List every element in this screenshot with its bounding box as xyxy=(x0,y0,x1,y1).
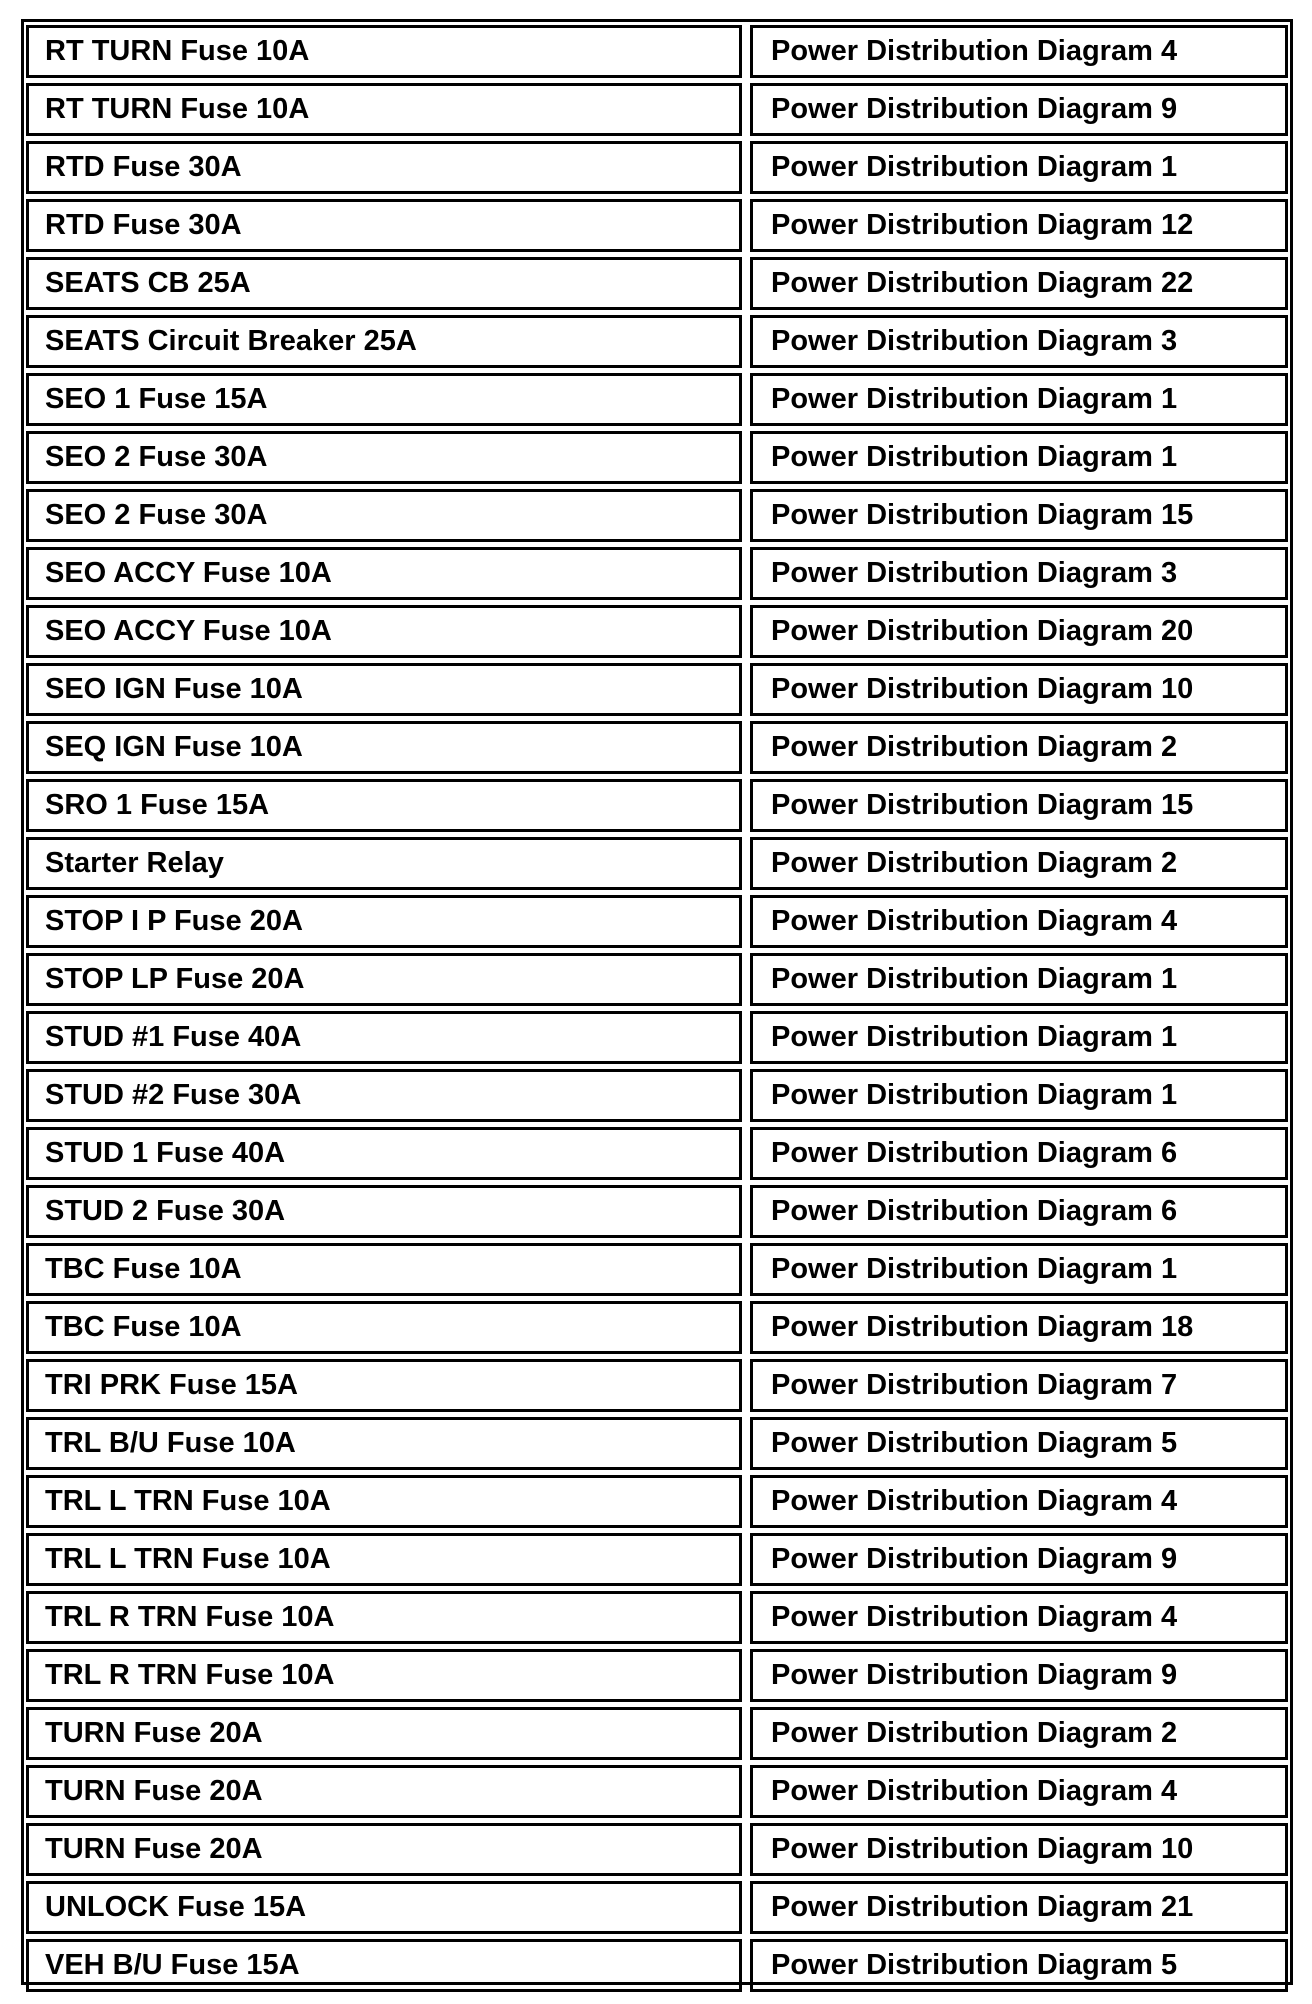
diagram-reference-cell: Power Distribution Diagram 2 xyxy=(750,1707,1288,1760)
table-row xyxy=(26,199,1288,257)
diagram-reference-cell: Power Distribution Diagram 4 xyxy=(750,1591,1288,1644)
diagram-reference-cell: Power Distribution Diagram 4 xyxy=(750,1475,1288,1528)
diagram-reference-cell: Power Distribution Diagram 15 xyxy=(750,779,1288,832)
table-row xyxy=(26,1301,1288,1359)
table-row xyxy=(26,1127,1288,1185)
table-row xyxy=(26,1939,1288,1997)
diagram-reference-cell: Power Distribution Diagram 2 xyxy=(750,721,1288,774)
table-row xyxy=(26,953,1288,1011)
table-row xyxy=(26,373,1288,431)
table-row xyxy=(26,663,1288,721)
table-row xyxy=(26,547,1288,605)
diagram-reference-cell: Power Distribution Diagram 5 xyxy=(750,1417,1288,1470)
diagram-reference-cell: Power Distribution Diagram 1 xyxy=(750,141,1288,194)
fuse-name-cell: TRL L TRN Fuse 10A xyxy=(26,1475,742,1528)
fuse-name-cell: STUD #1 Fuse 40A xyxy=(26,1011,742,1064)
diagram-reference-cell: Power Distribution Diagram 18 xyxy=(750,1301,1288,1354)
diagram-reference-cell: Power Distribution Diagram 1 xyxy=(750,953,1288,1006)
fuse-name-cell: TRL B/U Fuse 10A xyxy=(26,1417,742,1470)
table-row xyxy=(26,837,1288,895)
fuse-name-cell: SEO 1 Fuse 15A xyxy=(26,373,742,426)
fuse-name-cell: SRO 1 Fuse 15A xyxy=(26,779,742,832)
table-row xyxy=(26,25,1288,83)
fuse-name-cell: UNLOCK Fuse 15A xyxy=(26,1881,742,1934)
table-row xyxy=(26,1243,1288,1301)
diagram-reference-cell: Power Distribution Diagram 9 xyxy=(750,1533,1288,1586)
fuse-name-cell: TRL L TRN Fuse 10A xyxy=(26,1533,742,1586)
table-row xyxy=(26,605,1288,663)
diagram-reference-cell: Power Distribution Diagram 2 xyxy=(750,837,1288,890)
fuse-name-cell: RTD Fuse 30A xyxy=(26,141,742,194)
fuse-name-cell: SEATS Circuit Breaker 25A xyxy=(26,315,742,368)
fuse-name-cell: TRL R TRN Fuse 10A xyxy=(26,1591,742,1644)
fuse-name-cell: TBC Fuse 10A xyxy=(26,1301,742,1354)
table-row xyxy=(26,257,1288,315)
diagram-reference-cell: Power Distribution Diagram 9 xyxy=(750,1649,1288,1702)
table-row xyxy=(26,1475,1288,1533)
fuse-name-cell: TURN Fuse 20A xyxy=(26,1823,742,1876)
table-row xyxy=(26,1823,1288,1881)
fuse-name-cell: STUD 1 Fuse 40A xyxy=(26,1127,742,1180)
diagram-reference-cell: Power Distribution Diagram 21 xyxy=(750,1881,1288,1934)
table-row xyxy=(26,1707,1288,1765)
diagram-reference-cell: Power Distribution Diagram 6 xyxy=(750,1185,1288,1238)
table-row xyxy=(26,141,1288,199)
document-frame xyxy=(21,19,1293,1985)
table-row xyxy=(26,1765,1288,1823)
fuse-name-cell: SEO ACCY Fuse 10A xyxy=(26,605,742,658)
fuse-name-cell: RT TURN Fuse 10A xyxy=(26,25,742,78)
table-row xyxy=(26,721,1288,779)
diagram-reference-cell: Power Distribution Diagram 22 xyxy=(750,257,1288,310)
diagram-reference-cell: Power Distribution Diagram 1 xyxy=(750,373,1288,426)
diagram-reference-cell: Power Distribution Diagram 3 xyxy=(750,315,1288,368)
diagram-reference-cell: Power Distribution Diagram 12 xyxy=(750,199,1288,252)
fuse-name-cell: STUD 2 Fuse 30A xyxy=(26,1185,742,1238)
table-row xyxy=(26,1185,1288,1243)
fuse-name-cell: SEO 2 Fuse 30A xyxy=(26,431,742,484)
diagram-reference-cell: Power Distribution Diagram 1 xyxy=(750,1011,1288,1064)
table-row xyxy=(26,315,1288,373)
diagram-reference-cell: Power Distribution Diagram 10 xyxy=(750,1823,1288,1876)
table-row xyxy=(26,1011,1288,1069)
diagram-reference-cell: Power Distribution Diagram 3 xyxy=(750,547,1288,600)
fuse-name-cell: TRL R TRN Fuse 10A xyxy=(26,1649,742,1702)
table-row xyxy=(26,1591,1288,1649)
diagram-reference-cell: Power Distribution Diagram 15 xyxy=(750,489,1288,542)
diagram-reference-cell: Power Distribution Diagram 1 xyxy=(750,1069,1288,1122)
table-row xyxy=(26,83,1288,141)
fuse-name-cell: RTD Fuse 30A xyxy=(26,199,742,252)
diagram-reference-cell: Power Distribution Diagram 10 xyxy=(750,663,1288,716)
fuse-name-cell: Starter Relay xyxy=(26,837,742,890)
fuse-name-cell: VEH B/U Fuse 15A xyxy=(26,1939,742,1992)
diagram-reference-cell: Power Distribution Diagram 6 xyxy=(750,1127,1288,1180)
fuse-name-cell: SEO 2 Fuse 30A xyxy=(26,489,742,542)
fuse-name-cell: STUD #2 Fuse 30A xyxy=(26,1069,742,1122)
diagram-reference-cell: Power Distribution Diagram 7 xyxy=(750,1359,1288,1412)
table-row xyxy=(26,1533,1288,1591)
fuse-name-cell: TURN Fuse 20A xyxy=(26,1707,742,1760)
fuse-name-cell: SEATS CB 25A xyxy=(26,257,742,310)
diagram-reference-cell: Power Distribution Diagram 20 xyxy=(750,605,1288,658)
fuse-name-cell: TURN Fuse 20A xyxy=(26,1765,742,1818)
diagram-reference-cell: Power Distribution Diagram 4 xyxy=(750,25,1288,78)
fuse-name-cell: STOP LP Fuse 20A xyxy=(26,953,742,1006)
fuse-name-cell: SEO ACCY Fuse 10A xyxy=(26,547,742,600)
table-row xyxy=(26,431,1288,489)
diagram-reference-cell: Power Distribution Diagram 9 xyxy=(750,83,1288,136)
diagram-reference-cell: Power Distribution Diagram 5 xyxy=(750,1939,1288,1992)
fuse-name-cell: TBC Fuse 10A xyxy=(26,1243,742,1296)
table-row xyxy=(26,779,1288,837)
table-row xyxy=(26,489,1288,547)
diagram-reference-cell: Power Distribution Diagram 4 xyxy=(750,1765,1288,1818)
table-row xyxy=(26,1359,1288,1417)
diagram-reference-cell: Power Distribution Diagram 1 xyxy=(750,1243,1288,1296)
fuse-name-cell: RT TURN Fuse 10A xyxy=(26,83,742,136)
table-row xyxy=(26,1069,1288,1127)
fuse-name-cell: STOP I P Fuse 20A xyxy=(26,895,742,948)
table-row xyxy=(26,1417,1288,1475)
fuse-name-cell: SEQ IGN Fuse 10A xyxy=(26,721,742,774)
table-row xyxy=(26,1881,1288,1939)
fuse-table xyxy=(26,25,1288,1997)
fuse-name-cell: SEO IGN Fuse 10A xyxy=(26,663,742,716)
fuse-name-cell: TRI PRK Fuse 15A xyxy=(26,1359,742,1412)
table-row xyxy=(26,895,1288,953)
diagram-reference-cell: Power Distribution Diagram 4 xyxy=(750,895,1288,948)
table-row xyxy=(26,1649,1288,1707)
diagram-reference-cell: Power Distribution Diagram 1 xyxy=(750,431,1288,484)
